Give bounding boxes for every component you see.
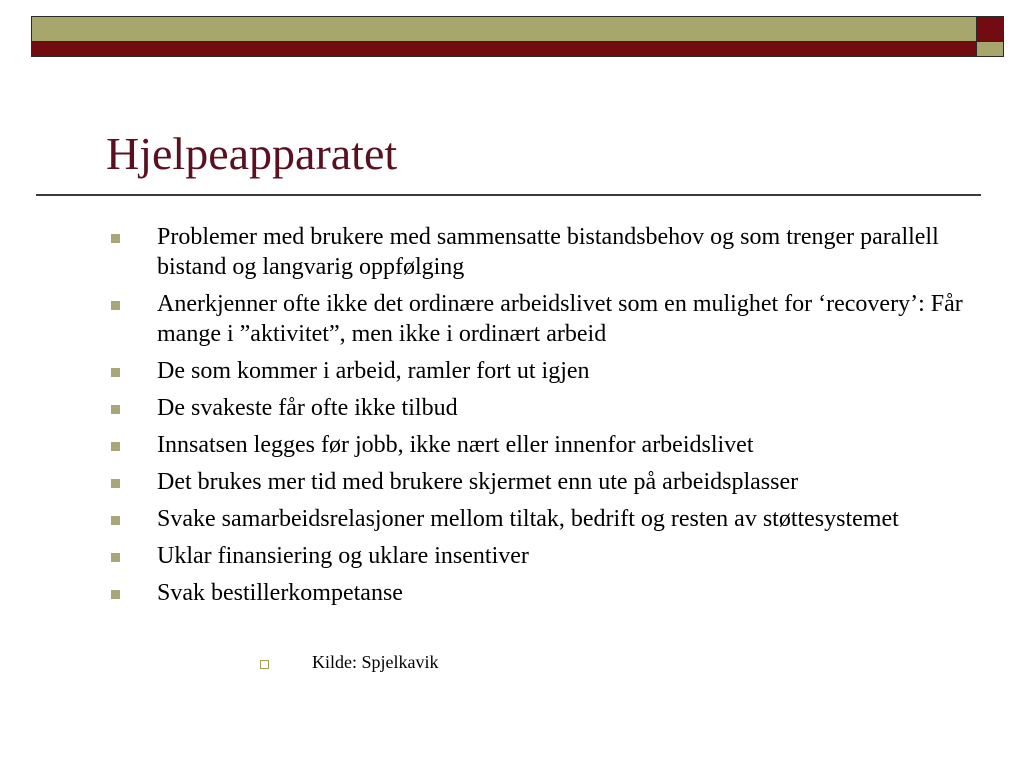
square-bullet-icon (111, 368, 120, 377)
list-item (106, 393, 966, 423)
bullet-text: Uklar finansiering og uklare insentiver (157, 543, 529, 569)
header-square-red (977, 16, 1004, 42)
bullet-text: Svak bestillerkompetanse (157, 580, 403, 606)
list-item (106, 541, 966, 571)
square-bullet-icon (111, 301, 120, 310)
source-text: Kilde: Spjelkavik (312, 652, 439, 672)
source-item (260, 651, 438, 673)
list-item (106, 504, 966, 534)
bullet-text: Det brukes mer tid med brukere skjermet enn ute på arbeidsplasser (157, 469, 799, 495)
list-item (106, 222, 966, 282)
bullet-list (106, 222, 966, 615)
list-item (106, 578, 966, 608)
hollow-square-bullet-icon (260, 660, 269, 669)
list-item (106, 356, 966, 386)
bullet-text: Anerkjenner ofte ikke det ordinære arbeidslivet som en mulighet for ‘recovery’: Får mange i ”aktivitet”, men ikke i ordinært arbeid (157, 291, 963, 347)
list-item (106, 430, 966, 460)
header-bar-red (31, 42, 977, 57)
list-item (106, 467, 966, 497)
bullet-text: Problemer med brukere med sammensatte bistandsbehov og som trenger parallell bistand og langvarig oppfølging (157, 224, 939, 280)
bullet-text: De som kommer i arbeid, ramler fort ut igjen (157, 358, 590, 384)
bullet-text: Innsatsen legges før jobb, ikke nært eller innenfor arbeidslivet (157, 432, 754, 458)
header-square-olive (977, 42, 1004, 57)
slide-title: Hjelpeapparatet (106, 128, 398, 179)
list-item (106, 289, 966, 349)
square-bullet-icon (111, 405, 120, 414)
header-bar-olive (31, 16, 977, 42)
square-bullet-icon (111, 553, 120, 562)
sub-bullet-list (260, 651, 438, 673)
title-divider (36, 194, 981, 196)
square-bullet-icon (111, 516, 120, 525)
bullet-text: Svake samarbeidsrelasjoner mellom tiltak, bedrift og resten av støttesystemet (157, 506, 899, 532)
square-bullet-icon (111, 442, 120, 451)
square-bullet-icon (111, 234, 120, 243)
bullet-text: De svakeste får ofte ikke tilbud (157, 395, 458, 421)
square-bullet-icon (111, 479, 120, 488)
square-bullet-icon (111, 590, 120, 599)
